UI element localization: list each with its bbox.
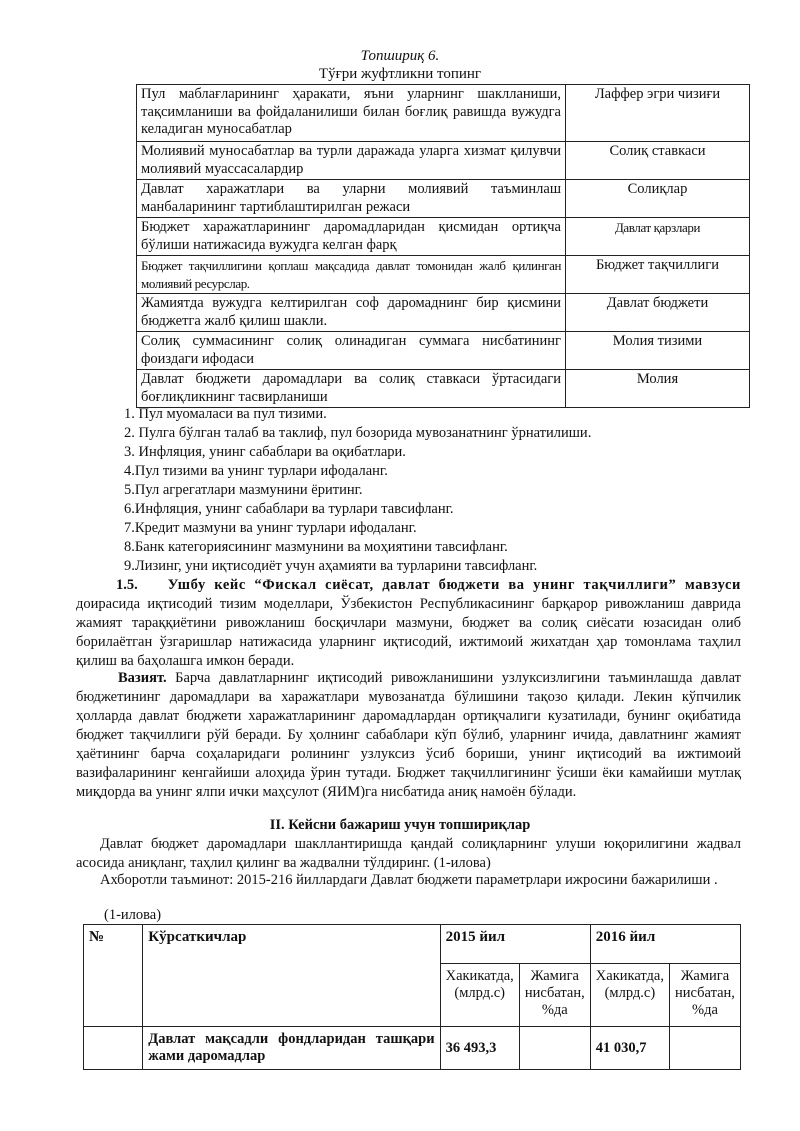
case-paragraph: [76, 576, 741, 671]
definition-cell: Бюджет харажатларининг даромадларидан қисмидан ортиқча бўлиши натижасида вужудга келган фарқ: [137, 218, 566, 256]
definition-cell: Пул маблағларининг ҳаракати, яъни уларнинг шаклланиши, тақсимланиши ва фойдаланилиши билан боғлиқ равишда вужудга келадиган муносабатлар: [137, 85, 566, 142]
col-indicators-header: Кўрсаткичлар: [143, 925, 440, 1027]
share-2016-header: Жамига нисбатан, %да: [669, 964, 740, 1027]
table-header-row: [84, 925, 741, 964]
col-number-header: №: [84, 925, 143, 1027]
term-cell: Солиқ ставкаси: [566, 142, 750, 180]
year-2015-header: 2015 йил: [440, 925, 590, 964]
task-text: Давлат бюджет даромадлари шакллантиришда қандай солиқларнинг улуши юқорилигини жадвал асосида аниқланг, таҳлил қилинг ва жадвални тўлдиринг. (1-илова): [76, 836, 741, 871]
situation-label: Вазият.: [118, 670, 167, 686]
list-item: 9.Лизинг, уни иқтисодиёт учун аҳамияти ва турларини тавсифланг.: [124, 558, 538, 574]
term-cell: Молия тизими: [566, 332, 750, 370]
matching-table: [136, 84, 750, 408]
list-item: 5.Пул агрегатлари мазмунини ёритинг.: [124, 482, 363, 498]
case-number: 1.5.: [116, 577, 138, 593]
question-list: [124, 405, 591, 576]
value-2015: 36 493,3: [440, 1027, 519, 1070]
definition-cell: Молиявий муносабатлар ва турли даражада уларга хизмат қилувчи молиявий муассасалардир: [137, 142, 566, 180]
table-row: [137, 294, 750, 332]
definition-cell: Солиқ суммасининг солиқ олинадиган суммага нисбатининг фоиздаги ифодаси: [137, 332, 566, 370]
list-item: 4.Пул тизими ва унинг турлари ифодаланг.: [124, 463, 388, 479]
appendix-label: (1-илова): [104, 907, 162, 923]
definition-cell: Давлат бюджети даромадлари ва солиқ ставкаси ўртасидаги боғлиқликнинг тасвирланиши: [137, 370, 566, 408]
actual-2016-header: Хакикатда, (млрд.с): [590, 964, 669, 1027]
list-item: 2. Пулга бўлган талаб ва таклиф, пул бозорида мувозанатнинг ўрнатилиши.: [124, 425, 592, 441]
term-cell: Давлат қарзлари: [566, 218, 750, 256]
share-2015: [519, 1027, 590, 1070]
definition-cell: Жамиятда вужудга келтирилган соф даромаднинг бир қисмини бюджетга жалб қилиш шакли.: [137, 294, 566, 332]
row-number: [84, 1027, 143, 1070]
task-title: Топшириқ 6.: [360, 48, 440, 64]
info-paragraph: [76, 871, 741, 890]
list-item: 6.Инфляция, унинг сабаблари ва турлари тавсифланг.: [124, 501, 454, 517]
case-text: доирасида иқтисодий тизим моделлари, Ўзбекистон Республикасининг барқарор ривожланиш даврида жамият тараққиётини ривожланиш босқичлари мазмуни, бюджет ва солиқ сиёсати юзасидан олиб борилаётган ўзгаришлар натижасида уларнинг иқтисодий, ижтимоий жихатдан ҳар томонлама таҳлил қилиш ва баҳолашга имкон беради.: [76, 596, 741, 669]
table-row: [137, 218, 750, 256]
info-text: Ахборотли таъминот: 2015-216 йиллардаги Давлат бюджети параметрлари ижросини бажарилиши .: [100, 872, 718, 888]
row-indicator: Давлат мақсадли фондларидан ташқари жами даромадлар: [143, 1027, 440, 1070]
list-item: 3. Инфляция, унинг сабаблари ва оқибатлари.: [124, 444, 406, 460]
table-row: [137, 142, 750, 180]
share-2015-header: Жамига нисбатан, %да: [519, 964, 590, 1027]
table-row: [137, 256, 750, 294]
budget-table: [83, 924, 741, 1070]
term-cell: Молия: [566, 370, 750, 408]
table-row: [137, 370, 750, 408]
share-2016: [669, 1027, 740, 1070]
section-title: II. Кейсни бажариш учун топшириқлар: [269, 817, 531, 833]
list-item: 8.Банк категориясининг мазмунини ва моҳиятини тавсифланг.: [124, 539, 508, 555]
table-row: [137, 85, 750, 142]
task-subtitle: Тўғри жуфтликни топинг: [318, 66, 482, 82]
year-2016-header: 2016 йил: [590, 925, 740, 964]
table-row: [137, 180, 750, 218]
table-row: [84, 1027, 741, 1070]
situation-text: Барча давлатларнинг иқтисодий ривожланишини узлуксизлигини таъминлашда давлат бюджетининг даромадлари ва харажатлари мувозанатда бўлишини тақозо қилади. Лекин кўпчилик ҳолларда давлат бюджети харажатларининг даромадлардан ортиқчалиги кузатилади, бунинг оқибатида бюджет тақчиллиги рўй беради. Бу ҳолнинг сабаблари кўп бўлиб, уларнинг ичида, давлатнинг жамият ҳаётининг барча соҳаларидаги ролининг узлуксиз ўсиб бориши, унинг иқтисодий ва ижтимоий вазифаларининг кенгайиши алоҳида ўрин тутади. Бюджет тақчиллигининг ўсиши ёки камайиши мутлақ миқдорда ва унинг ялпи ички маҳсулот (ЯИМ)га нисбатида аниқ намоён бўлади.: [76, 670, 741, 800]
list-item: 7.Кредит мазмуни ва унинг турлари ифодаланг.: [124, 520, 417, 536]
term-cell: Бюджет тақчиллиги: [566, 256, 750, 294]
definition-cell: Бюджет тақчиллигини қоплаш мақсадида давлат томонидан жалб қилинган молиявий ресурслар.: [137, 256, 566, 294]
table-row: [137, 332, 750, 370]
actual-2015-header: Хакикатда, (млрд.с): [440, 964, 519, 1027]
term-cell: Солиқлар: [566, 180, 750, 218]
value-2016: 41 030,7: [590, 1027, 669, 1070]
term-cell: Лаффер эгри чизиғи: [566, 85, 750, 142]
list-item: 1. Пул муомаласи ва пул тизими.: [124, 406, 327, 422]
definition-cell: Давлат харажатлари ва уларни молиявий таъминлаш манбаларининг тартиблаштирилган режаси: [137, 180, 566, 218]
situation-paragraph: [76, 669, 741, 802]
task-paragraph: [76, 835, 741, 873]
term-cell: Давлат бюджети: [566, 294, 750, 332]
case-bold-intro: Ушбу кейс “Фискал сиёсат, давлат бюджети ва унинг тақчиллиги” мавзуси: [167, 577, 741, 593]
